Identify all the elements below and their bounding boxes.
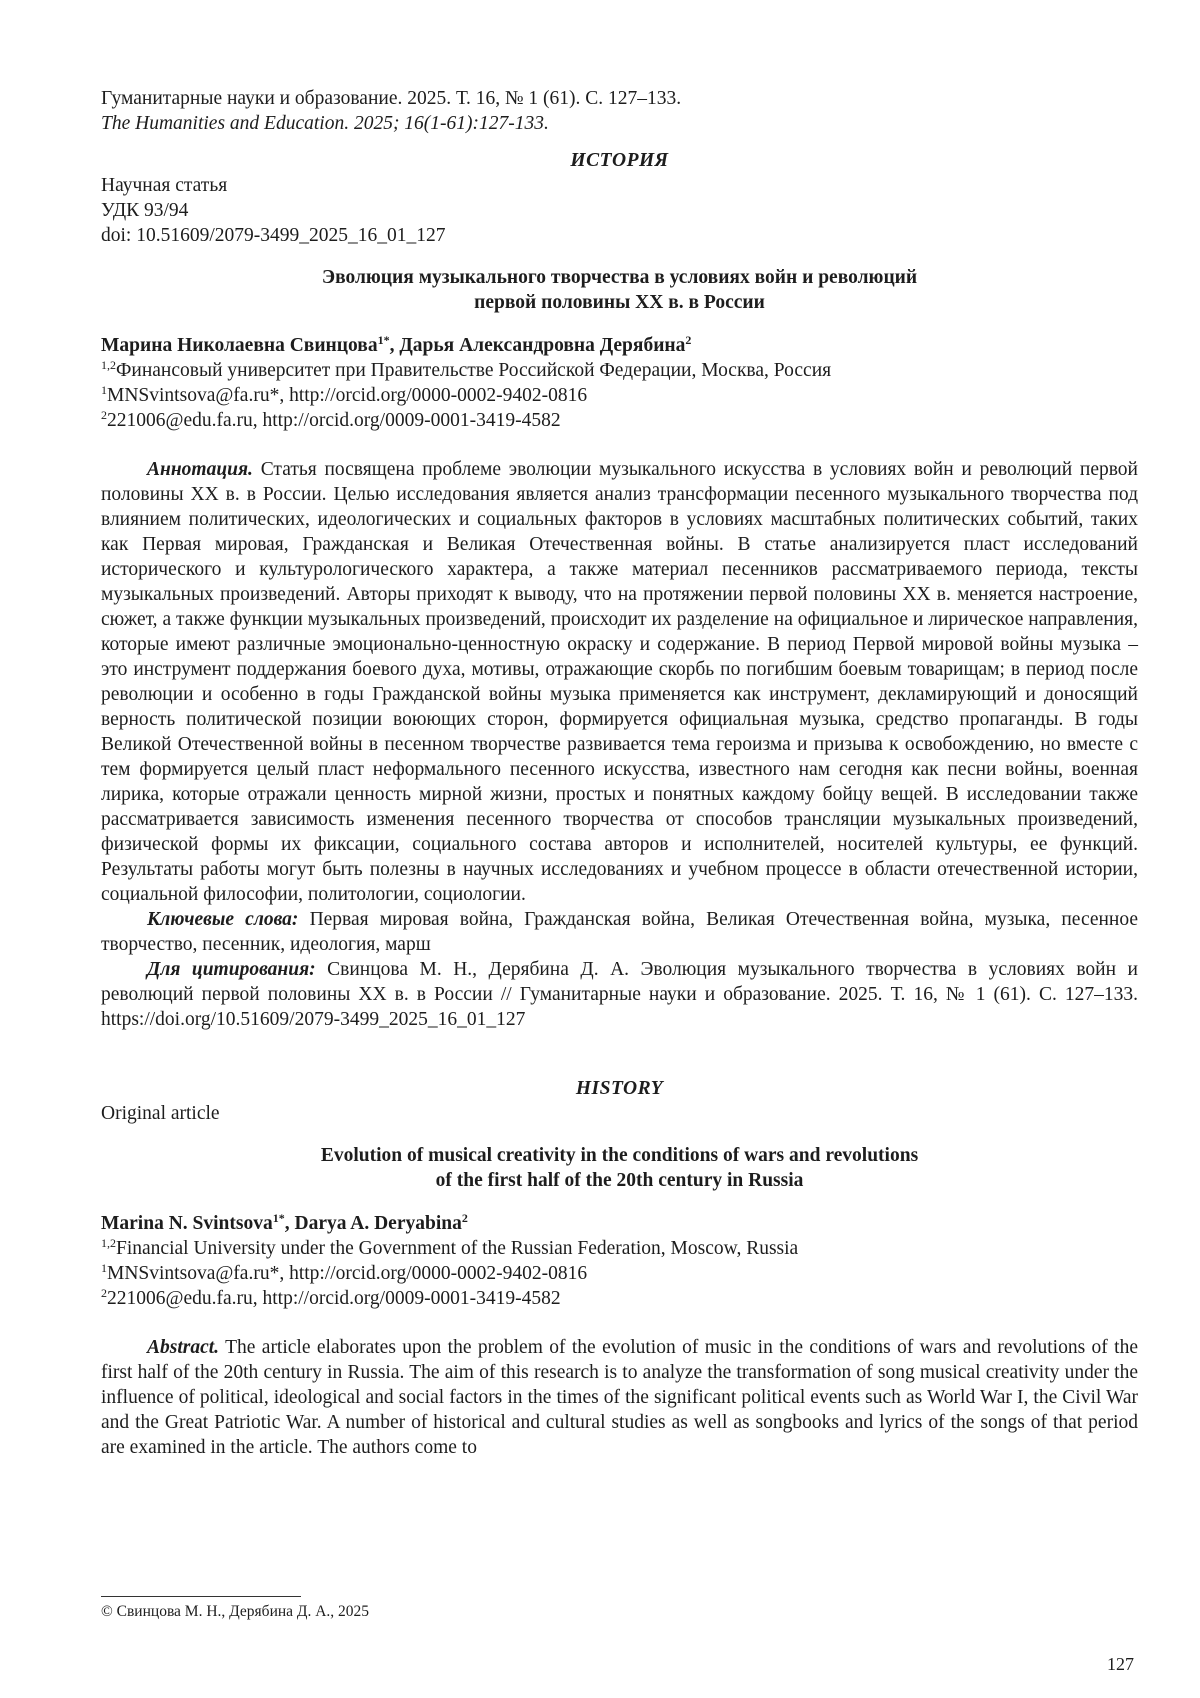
contact-2-marker: 2 [101, 408, 107, 422]
author-1-marker-en: 1* [272, 1211, 285, 1225]
journal-citation-ru: Гуманитарные науки и образование. 2025. Т. 16, № 1 (61). С. 127–133. [101, 88, 682, 109]
page-content [101, 86, 1138, 1460]
author-separator: , [389, 335, 400, 356]
doi: doi: 10.51609/2079-3499_2025_16_01_127 [101, 225, 446, 246]
contact-1-marker-en: 1 [101, 1261, 107, 1275]
citation-label-ru: Для цитирования: [147, 959, 316, 980]
article-type-en: Original article [101, 1103, 220, 1124]
keywords-ru [101, 907, 1138, 957]
contact-1-marker: 1 [101, 383, 107, 397]
page-number: 127 [1107, 1654, 1134, 1674]
abstract-label-en: Abstract. [147, 1337, 220, 1358]
section-heading-en: HISTORY [575, 1078, 664, 1099]
journal-citation-en: The Humanities and Education. 2025; 16(1-61):127-133. [101, 113, 549, 134]
copyright-footnote: © Свинцова М. Н., Дерябина Д. А., 2025 [101, 1603, 370, 1620]
affiliation-en [101, 1236, 1138, 1261]
contact-2-text: 221006@edu.fa.ru, http://orcid.org/0009-0001-3419-4582 [107, 410, 561, 431]
affiliation-text: Финансовый университет при Правительстве Российской Федерации, Москва, Россия [116, 360, 832, 381]
contact-2-en [101, 1286, 1138, 1311]
contact-2-ru [101, 408, 1138, 433]
author-1-name: Марина Николаевна Свинцова [101, 335, 378, 356]
article-title-en-line2: of the first half of the 20th century in Russia [435, 1170, 804, 1191]
affiliation-text-en: Financial University under the Government of the Russian Federation, Moscow, Russia [116, 1238, 799, 1259]
author-2-name-en: Darya A. Deryabina [294, 1213, 462, 1234]
affiliation-marker-en: 1,2 [101, 1236, 116, 1250]
contact-1-text: MNSvintsova@fa.ru*, http://orcid.org/0000-0002-9402-0816 [107, 385, 588, 406]
abstract-text-en: The article elaborates upon the problem of the evolution of music in the conditions of wars and revolutions of the first half of the 20th century in Russia. The aim of this research is to analyze the transformation of song musical creativity under the influence of political, ideological and social factors in the times of the significant political events such as World War I, the Civil War and the Great Patriotic War. A number of historical and cultural studies as well as songbooks and lyrics of the songs of that period are examined in the article. The authors come to [101, 1337, 1138, 1458]
section-heading-ru: ИСТОРИЯ [570, 150, 669, 171]
affiliation-marker: 1,2 [101, 358, 116, 372]
abstract-label-ru: Аннотация. [147, 459, 253, 480]
article-title-ru-line1: Эволюция музыкального творчества в условиях войн и революций [321, 267, 918, 288]
abstract-en [101, 1335, 1138, 1460]
authors-ru [101, 333, 1138, 358]
article-title-en-line1: Evolution of musical creativity in the conditions of wars and revolutions [320, 1145, 919, 1166]
author-2-name: Дарья Александровна Дерябина [399, 335, 686, 356]
citation-text-ru: Свинцова М. Н., Дерябина Д. А. Эволюция музыкального творчества в условиях войн и революций первой половины XX в. в России // Гуманитарные науки и образование. 2025. Т. 16, № 1 (61). С. 127–133. https://doi.org/10.51609/2079-3499_2025_16_01_127 [101, 959, 1138, 1030]
contact-1-text-en: MNSvintsova@fa.ru*, http://orcid.org/0000-0002-9402-0816 [107, 1263, 588, 1284]
contact-2-text-en: 221006@edu.fa.ru, http://orcid.org/0009-0001-3419-4582 [107, 1288, 561, 1309]
udk: УДК 93/94 [101, 200, 189, 221]
article-title-en [101, 1143, 1138, 1193]
contact-1-ru [101, 383, 1138, 408]
article-title-ru-line2: первой половины XX в. в России [474, 292, 765, 313]
author-separator-en: , [284, 1213, 295, 1234]
contact-2-marker-en: 2 [101, 1286, 107, 1300]
contact-1-en [101, 1261, 1138, 1286]
article-title-ru [101, 265, 1138, 315]
author-1-marker: 1* [377, 333, 390, 347]
keywords-text-ru: Первая мировая война, Гражданская война, Великая Отечественная война, музыка, песенное творчество, песенник, идеология, марш [101, 909, 1139, 955]
abstract-text-ru: Статья посвящена проблеме эволюции музыкального искусства в условиях войн и революций первой половины XX в. в России. Целью исследования является анализ трансформации песенного музыкального творчества под влиянием политических, идеологических и социальных факторов в условиях масштабных политических событий, таких как Первая мировая, Гражданская и Великая Отечественная войны. В статье анализируется пласт исследований исторического и культурологического характера, а также материал песенников рассматриваемого периода, тексты музыкальных произведений. Авторы приходят к выводу, что на протяжении первой половины XX в. меняется настроение, сюжет, а также функции музыкальных произведений, происходит их разделение на официальное и лирическое направления, которые имеют различные эмоционально-ценностную окраску и содержание. В период Первой мировой войны музыка – это инструмент поддержания боевого духа, мотивы, отражающие скорбь по погибшим боевым товарищам; в период после революции и особенно в годы Гражданской войны музыка применяется как инструмент, декламирующий и доносящий верность политической позиции воюющих сторон, формируется официальная музыка, средство пропаганды. В годы Великой Отечественной войны в песенном творчестве развивается тема героизма и призыва к освобождению, но вместе с тем формируется целый пласт неформального песенного искусства, известного нам сегодня как песни войны, военная лирика, которые отражали ценность мирной жизни, простых и понятных каждому бойцу вещей. В исследовании также рассматривается зависимость изменения песенного творчества от способов трансляции музыкальных произведений, физической формы их фиксации, социального состава авторов и исполнителей, носителей культуры, ее функций. Результаты работы могут быть полезны в научных исследованиях и учебном процессе в области отечественной истории, социальной философии, политологии, социологии. [101, 459, 1138, 905]
author-2-marker-en: 2 [461, 1211, 468, 1225]
affiliation-ru [101, 358, 1138, 383]
article-type-ru: Научная статья [101, 175, 228, 196]
footnote-divider [101, 1596, 301, 1597]
keywords-label-ru: Ключевые слова: [147, 909, 299, 930]
authors-en [101, 1211, 1138, 1236]
abstract-ru [101, 457, 1138, 907]
citation-ru [101, 957, 1138, 1032]
author-2-marker: 2 [685, 333, 692, 347]
author-1-name-en: Marina N. Svintsova [101, 1213, 273, 1234]
